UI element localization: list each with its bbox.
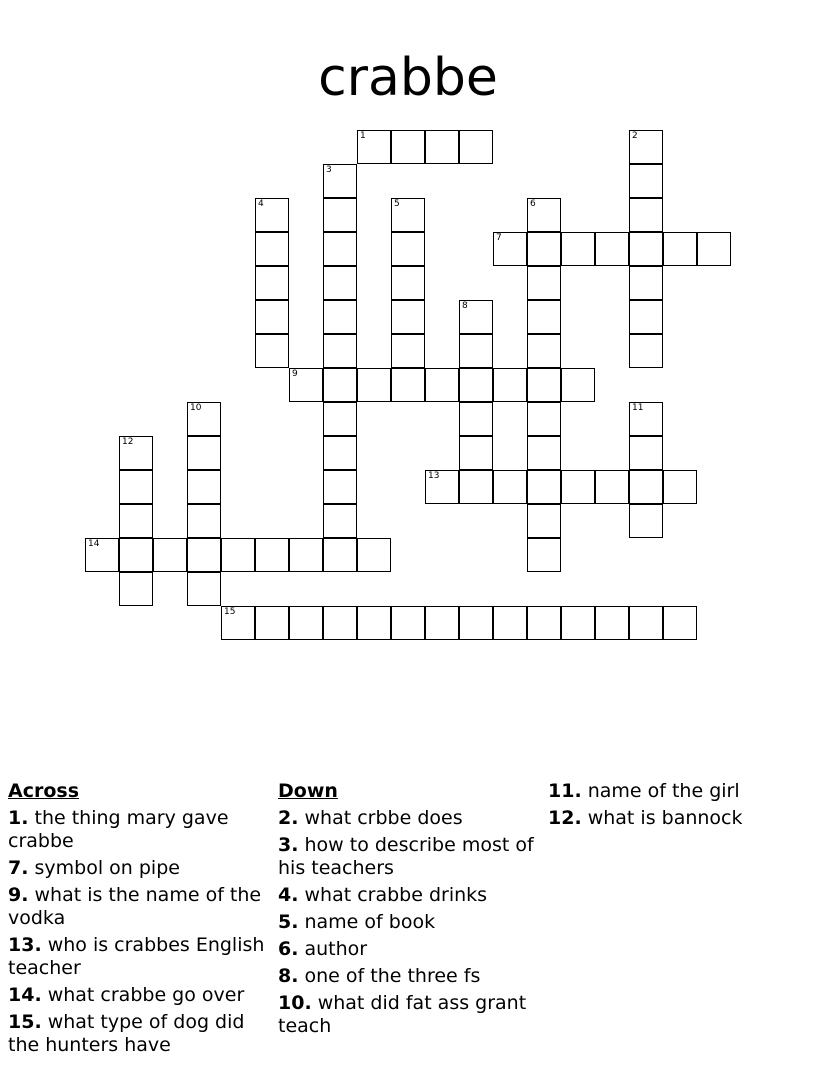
across-heading: Across — [8, 780, 80, 802]
clue-item — [548, 807, 810, 830]
grid-cell[interactable] — [119, 538, 153, 572]
grid-cell[interactable] — [289, 538, 323, 572]
clue-item-text: what did fat ass grant teach — [278, 992, 527, 1037]
grid-cell[interactable] — [629, 300, 663, 334]
grid-cell[interactable] — [323, 470, 357, 504]
clue-item — [8, 934, 270, 980]
clue-item — [548, 780, 810, 803]
grid-cell[interactable] — [493, 606, 527, 640]
grid-cell[interactable] — [323, 606, 357, 640]
clue-item-number: 15. — [8, 1011, 42, 1033]
grid-cell[interactable] — [493, 368, 527, 402]
grid-cell[interactable] — [527, 198, 561, 232]
grid-cell[interactable] — [255, 300, 289, 334]
clue-number: 11 — [632, 403, 644, 413]
grid-cell[interactable] — [527, 606, 561, 640]
clue-number: 1 — [360, 131, 366, 141]
clue-item-number: 8. — [278, 965, 299, 987]
clue-item-number: 7. — [8, 857, 29, 879]
grid-cell[interactable] — [629, 470, 663, 504]
grid-cell[interactable] — [187, 470, 221, 504]
grid-cell[interactable] — [527, 436, 561, 470]
clue-item-text: what crabbe drinks — [298, 884, 488, 906]
grid-cell[interactable] — [459, 436, 493, 470]
grid-cell[interactable] — [527, 538, 561, 572]
clue-item-number: 5. — [278, 911, 299, 933]
grid-cell[interactable] — [153, 538, 187, 572]
grid-cell[interactable] — [85, 538, 119, 572]
clue-item-text: who is crabbes English teacher — [8, 934, 265, 979]
clue-item-text: what crbbe does — [298, 807, 463, 829]
clue-item-number: 1. — [8, 807, 29, 829]
clue-item-text: author — [298, 938, 368, 960]
grid-cell[interactable] — [391, 606, 425, 640]
grid-cell[interactable] — [459, 606, 493, 640]
clue-number: 15 — [224, 607, 236, 617]
grid-cell[interactable] — [119, 504, 153, 538]
grid-cell[interactable] — [561, 368, 595, 402]
clue-number: 2 — [632, 131, 638, 141]
grid-cell[interactable] — [527, 368, 561, 402]
grid-cell[interactable] — [323, 164, 357, 198]
grid-cell[interactable] — [459, 402, 493, 436]
grid-cell[interactable] — [323, 368, 357, 402]
clue-item-text: one of the three fs — [298, 965, 481, 987]
grid-cell[interactable] — [119, 470, 153, 504]
grid-cell[interactable] — [323, 504, 357, 538]
grid-cell[interactable] — [459, 470, 493, 504]
grid-cell[interactable] — [595, 606, 629, 640]
across-clue-list — [8, 807, 270, 1057]
grid-cell[interactable] — [221, 538, 255, 572]
grid-cell[interactable] — [323, 300, 357, 334]
grid-cell[interactable] — [391, 334, 425, 368]
down-clue-list-continued — [548, 780, 810, 830]
clue-item-number: 14. — [8, 984, 42, 1006]
grid-cell[interactable] — [527, 402, 561, 436]
grid-cell[interactable] — [323, 538, 357, 572]
grid-cell[interactable] — [527, 504, 561, 538]
grid-cell[interactable] — [255, 334, 289, 368]
clue-number: 4 — [258, 199, 264, 209]
grid-cell[interactable] — [629, 164, 663, 198]
clue-item-text: name of book — [298, 911, 436, 933]
clue-number: 8 — [462, 301, 468, 311]
clue-number: 13 — [428, 471, 440, 481]
grid-cell[interactable] — [459, 368, 493, 402]
clue-number: 14 — [88, 539, 100, 549]
grid-cell[interactable] — [357, 368, 391, 402]
grid-cell[interactable] — [255, 266, 289, 300]
grid-cell[interactable] — [425, 368, 459, 402]
grid-cell[interactable] — [595, 232, 629, 266]
grid-cell[interactable] — [391, 368, 425, 402]
clue-number: 10 — [190, 403, 202, 413]
clue-item-text: what crabbe go over — [41, 984, 245, 1006]
grid-cell[interactable] — [663, 606, 697, 640]
clue-item-text: what type of dog did the hunters have — [8, 1011, 245, 1056]
clue-item — [278, 938, 540, 961]
clue-item-text: what is bannock — [581, 807, 743, 829]
grid-cell[interactable] — [357, 538, 391, 572]
clue-item-text: how to describe most of his teachers — [278, 834, 534, 879]
grid-cell[interactable] — [493, 232, 527, 266]
grid-cell[interactable] — [289, 606, 323, 640]
clue-item-number: 4. — [278, 884, 299, 906]
grid-cell[interactable] — [187, 436, 221, 470]
grid-cell[interactable] — [323, 402, 357, 436]
clue-item — [8, 984, 270, 1007]
clue-number: 6 — [530, 199, 536, 209]
clue-item-number: 11. — [548, 780, 582, 802]
clue-number: 7 — [496, 233, 502, 243]
grid-cell[interactable] — [255, 198, 289, 232]
clue-number: 9 — [292, 369, 298, 379]
grid-cell[interactable] — [629, 334, 663, 368]
grid-cell[interactable] — [527, 266, 561, 300]
grid-cell[interactable] — [425, 606, 459, 640]
clue-item-text: symbol on pipe — [28, 857, 180, 879]
grid-cell[interactable] — [527, 300, 561, 334]
clue-item — [278, 965, 540, 988]
grid-cell[interactable] — [357, 606, 391, 640]
grid-cell[interactable] — [119, 436, 153, 470]
clue-item — [8, 807, 270, 853]
clue-item — [8, 857, 270, 880]
grid-cell[interactable] — [357, 130, 391, 164]
grid-cell[interactable] — [697, 232, 731, 266]
grid-cell[interactable] — [391, 300, 425, 334]
clue-item-number: 13. — [8, 934, 42, 956]
grid-cell[interactable] — [187, 504, 221, 538]
clue-item — [278, 834, 540, 880]
clue-item-number: 9. — [8, 884, 29, 906]
grid-cell[interactable] — [663, 470, 697, 504]
clue-item-text: the thing mary gave crabbe — [8, 807, 229, 852]
grid-cell[interactable] — [629, 232, 663, 266]
clue-item — [278, 992, 540, 1038]
clue-item — [8, 1011, 270, 1057]
grid-cell[interactable] — [187, 402, 221, 436]
clue-item-text: what is the name of the vodka — [8, 884, 262, 929]
grid-cell[interactable] — [629, 266, 663, 300]
down-clue-list — [278, 807, 540, 1038]
grid-cell[interactable] — [323, 436, 357, 470]
clue-item — [278, 807, 540, 830]
across-clue-column — [8, 780, 270, 1061]
grid-cell[interactable] — [629, 130, 663, 164]
grid-cell[interactable] — [391, 266, 425, 300]
grid-cell[interactable] — [221, 606, 255, 640]
grid-cell[interactable] — [561, 470, 595, 504]
clue-item-number: 2. — [278, 807, 299, 829]
grid-cell[interactable] — [323, 232, 357, 266]
grid-cell[interactable] — [289, 368, 323, 402]
grid-cell[interactable] — [527, 232, 561, 266]
clue-item — [8, 884, 270, 930]
grid-cell[interactable] — [629, 606, 663, 640]
grid-cell[interactable] — [323, 266, 357, 300]
grid-cell[interactable] — [459, 334, 493, 368]
grid-cell[interactable] — [187, 538, 221, 572]
clue-item — [278, 884, 540, 907]
clue-item-number: 3. — [278, 834, 299, 856]
clue-number: 3 — [326, 165, 332, 175]
grid-cell[interactable] — [323, 334, 357, 368]
grid-cell[interactable] — [595, 470, 629, 504]
clue-item — [278, 911, 540, 934]
grid-cell[interactable] — [527, 334, 561, 368]
grid-cell[interactable] — [459, 300, 493, 334]
grid-cell[interactable] — [663, 232, 697, 266]
grid-cell[interactable] — [187, 572, 221, 606]
grid-cell[interactable] — [119, 572, 153, 606]
grid-cell[interactable] — [527, 470, 561, 504]
grid-cell[interactable] — [561, 232, 595, 266]
grid-cell[interactable] — [425, 470, 459, 504]
down-heading: Down — [278, 780, 338, 802]
grid-cell[interactable] — [459, 130, 493, 164]
clue-item-number: 10. — [278, 992, 312, 1014]
clue-item-number: 12. — [548, 807, 582, 829]
puzzle-title: crabbe — [318, 48, 498, 108]
down-clue-column-continued — [548, 780, 810, 834]
grid-cell[interactable] — [629, 504, 663, 538]
grid-cell[interactable] — [255, 606, 289, 640]
grid-cell[interactable] — [493, 470, 527, 504]
grid-cell[interactable] — [255, 538, 289, 572]
clue-number: 12 — [122, 437, 134, 447]
grid-cell[interactable] — [323, 198, 357, 232]
grid-cell[interactable] — [391, 130, 425, 164]
clue-number: 5 — [394, 199, 400, 209]
grid-cell[interactable] — [561, 606, 595, 640]
clue-item-number: 6. — [278, 938, 299, 960]
grid-cell[interactable] — [629, 198, 663, 232]
grid-cell[interactable] — [629, 436, 663, 470]
grid-cell[interactable] — [425, 130, 459, 164]
down-clue-column — [278, 780, 540, 1042]
grid-cell[interactable] — [255, 232, 289, 266]
clue-item-text: name of the girl — [581, 780, 740, 802]
grid-cell[interactable] — [391, 232, 425, 266]
grid-cell[interactable] — [629, 402, 663, 436]
grid-cell[interactable] — [391, 198, 425, 232]
